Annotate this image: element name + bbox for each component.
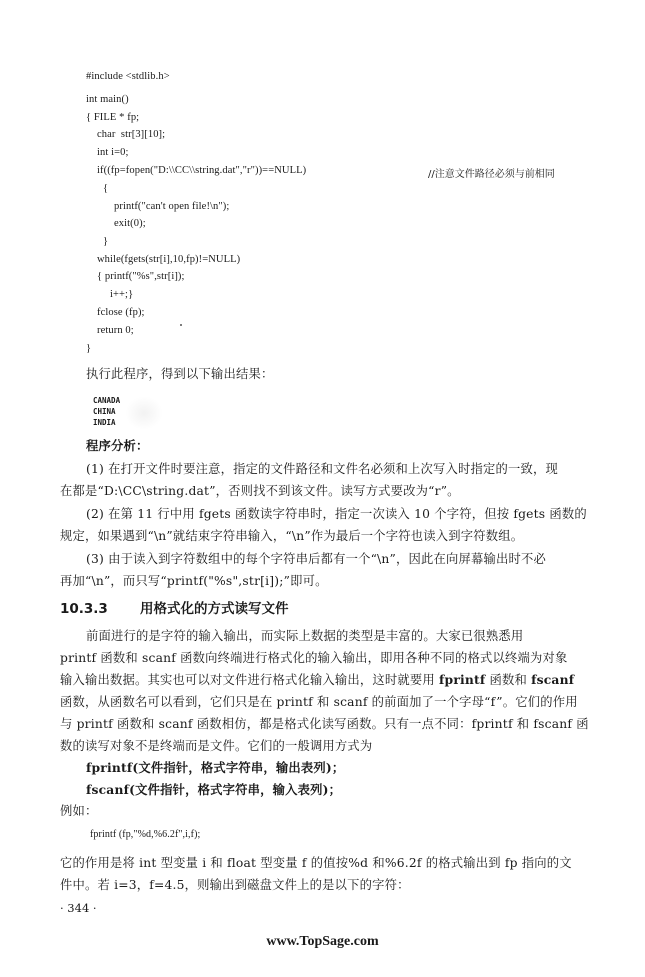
fscanf-syntax: fscanf(文件指针，格式字符串，输入表列)； [86, 782, 342, 797]
analysis-text: 在都是“D:\CC\string.dat”，否则找不到该文件。读写方式要改为“r”。 [60, 484, 460, 498]
code-line: i++;} [110, 289, 134, 300]
body-text: 它的作用是将 int 型变量 i 和 float 型变量 f 的值按%d 和%6.2f 的格式输出到 fp 指向的文 [60, 856, 572, 870]
body-text: 前面进行的是字符的输入输出，而实际上数据的类型是丰富的。大家已很熟悉用 [86, 629, 524, 643]
result-intro: 执行此程序，得到以下输出结果： [86, 367, 274, 381]
code-line: { FILE * fp; [86, 112, 140, 123]
footer-watermark: www.TopSage.com [266, 934, 379, 949]
section-number: 10.3.3 [60, 601, 108, 617]
scan-noise [125, 396, 163, 430]
analysis-text: (2) 在第 11 行中用 fgets 函数读字符串时，指定一次读入 10 个字符，但按 fgets 函数的 [86, 507, 587, 521]
output-line: INDIA [93, 418, 116, 427]
section-title: 用格式化的方式读写文件 [140, 601, 289, 617]
body-text: 与 printf 函数和 scanf 函数相仿，都是格式化读写函数。只有一点不同：fprintf 和 fscanf 函 [60, 717, 589, 731]
code-line: } [103, 236, 109, 247]
analysis-title: 程序分析： [86, 438, 149, 453]
code-line: #include <stdlib.h> [86, 71, 170, 82]
code-line: } [86, 343, 92, 354]
section-heading [60, 597, 289, 617]
fprintf-syntax: fprintf(文件指针，格式字符串，输出表列)； [86, 760, 345, 775]
code-line: { printf("%s",str[i]); [97, 271, 185, 282]
code-line: char str[3][10]; [97, 129, 166, 140]
output-line: CANADA [93, 396, 121, 405]
body-text: 函数，从函数名可以看到，它们只是在 printf 和 scanf 的前面加了一个字母“f”。它们的作用 [60, 695, 578, 709]
scan-speck [180, 324, 182, 326]
code-comment: //注意文件路径必须与前相同 [428, 169, 555, 180]
code-line: exit(0); [114, 218, 146, 229]
analysis-text: 规定，如果遇到“\n”就结束字符串输入，“\n”作为最后一个字符也读入到字符数组。 [60, 529, 524, 543]
code-line: if((fp=fopen("D:\\CC\\string.dat","r"))==NULL) [97, 165, 307, 176]
code-line: printf("can't open file!\n"); [114, 201, 230, 212]
body-text: 件中。若 i=3，f=4.5，则输出到磁盘文件上的是以下的字符： [60, 878, 410, 892]
body-text: printf 函数和 scanf 函数向终端进行格式化的输入输出，即用各种不同的格式以终端为对象 [60, 651, 568, 665]
code-line: while(fgets(str[i],10,fp)!=NULL) [97, 254, 241, 265]
code-line: int main() [86, 94, 129, 105]
code-line: return 0; [97, 325, 134, 336]
page-number: · 344 · [60, 901, 97, 915]
example-label: 例如： [60, 804, 98, 818]
code-line: fclose (fp); [97, 307, 145, 318]
code-line: int i=0; [97, 147, 129, 158]
example-code: fprintf (fp,"%d,%6.2f",i,f); [90, 829, 201, 840]
analysis-text: 再加“\n”，而只写“printf("%s",str[i]);”即可。 [60, 574, 328, 588]
body-text: 输入输出数据。其实也可以对文件进行格式化输入输出，这时就要用 fprintf 函数和 fscanf [60, 672, 575, 687]
code-line: { [103, 183, 109, 194]
body-text: 数的读写对象不是终端而是文件。它们的一般调用方式为 [60, 739, 373, 753]
analysis-text: (1) 在打开文件时要注意，指定的文件路径和文件名必须和上次写入时指定的一致，现 [86, 462, 559, 476]
analysis-text: (3) 由于读入到字符数组中的每个字符串后都有一个“\n”，因此在向屏幕输出时不必 [86, 552, 546, 566]
output-line: CHINA [93, 407, 116, 416]
